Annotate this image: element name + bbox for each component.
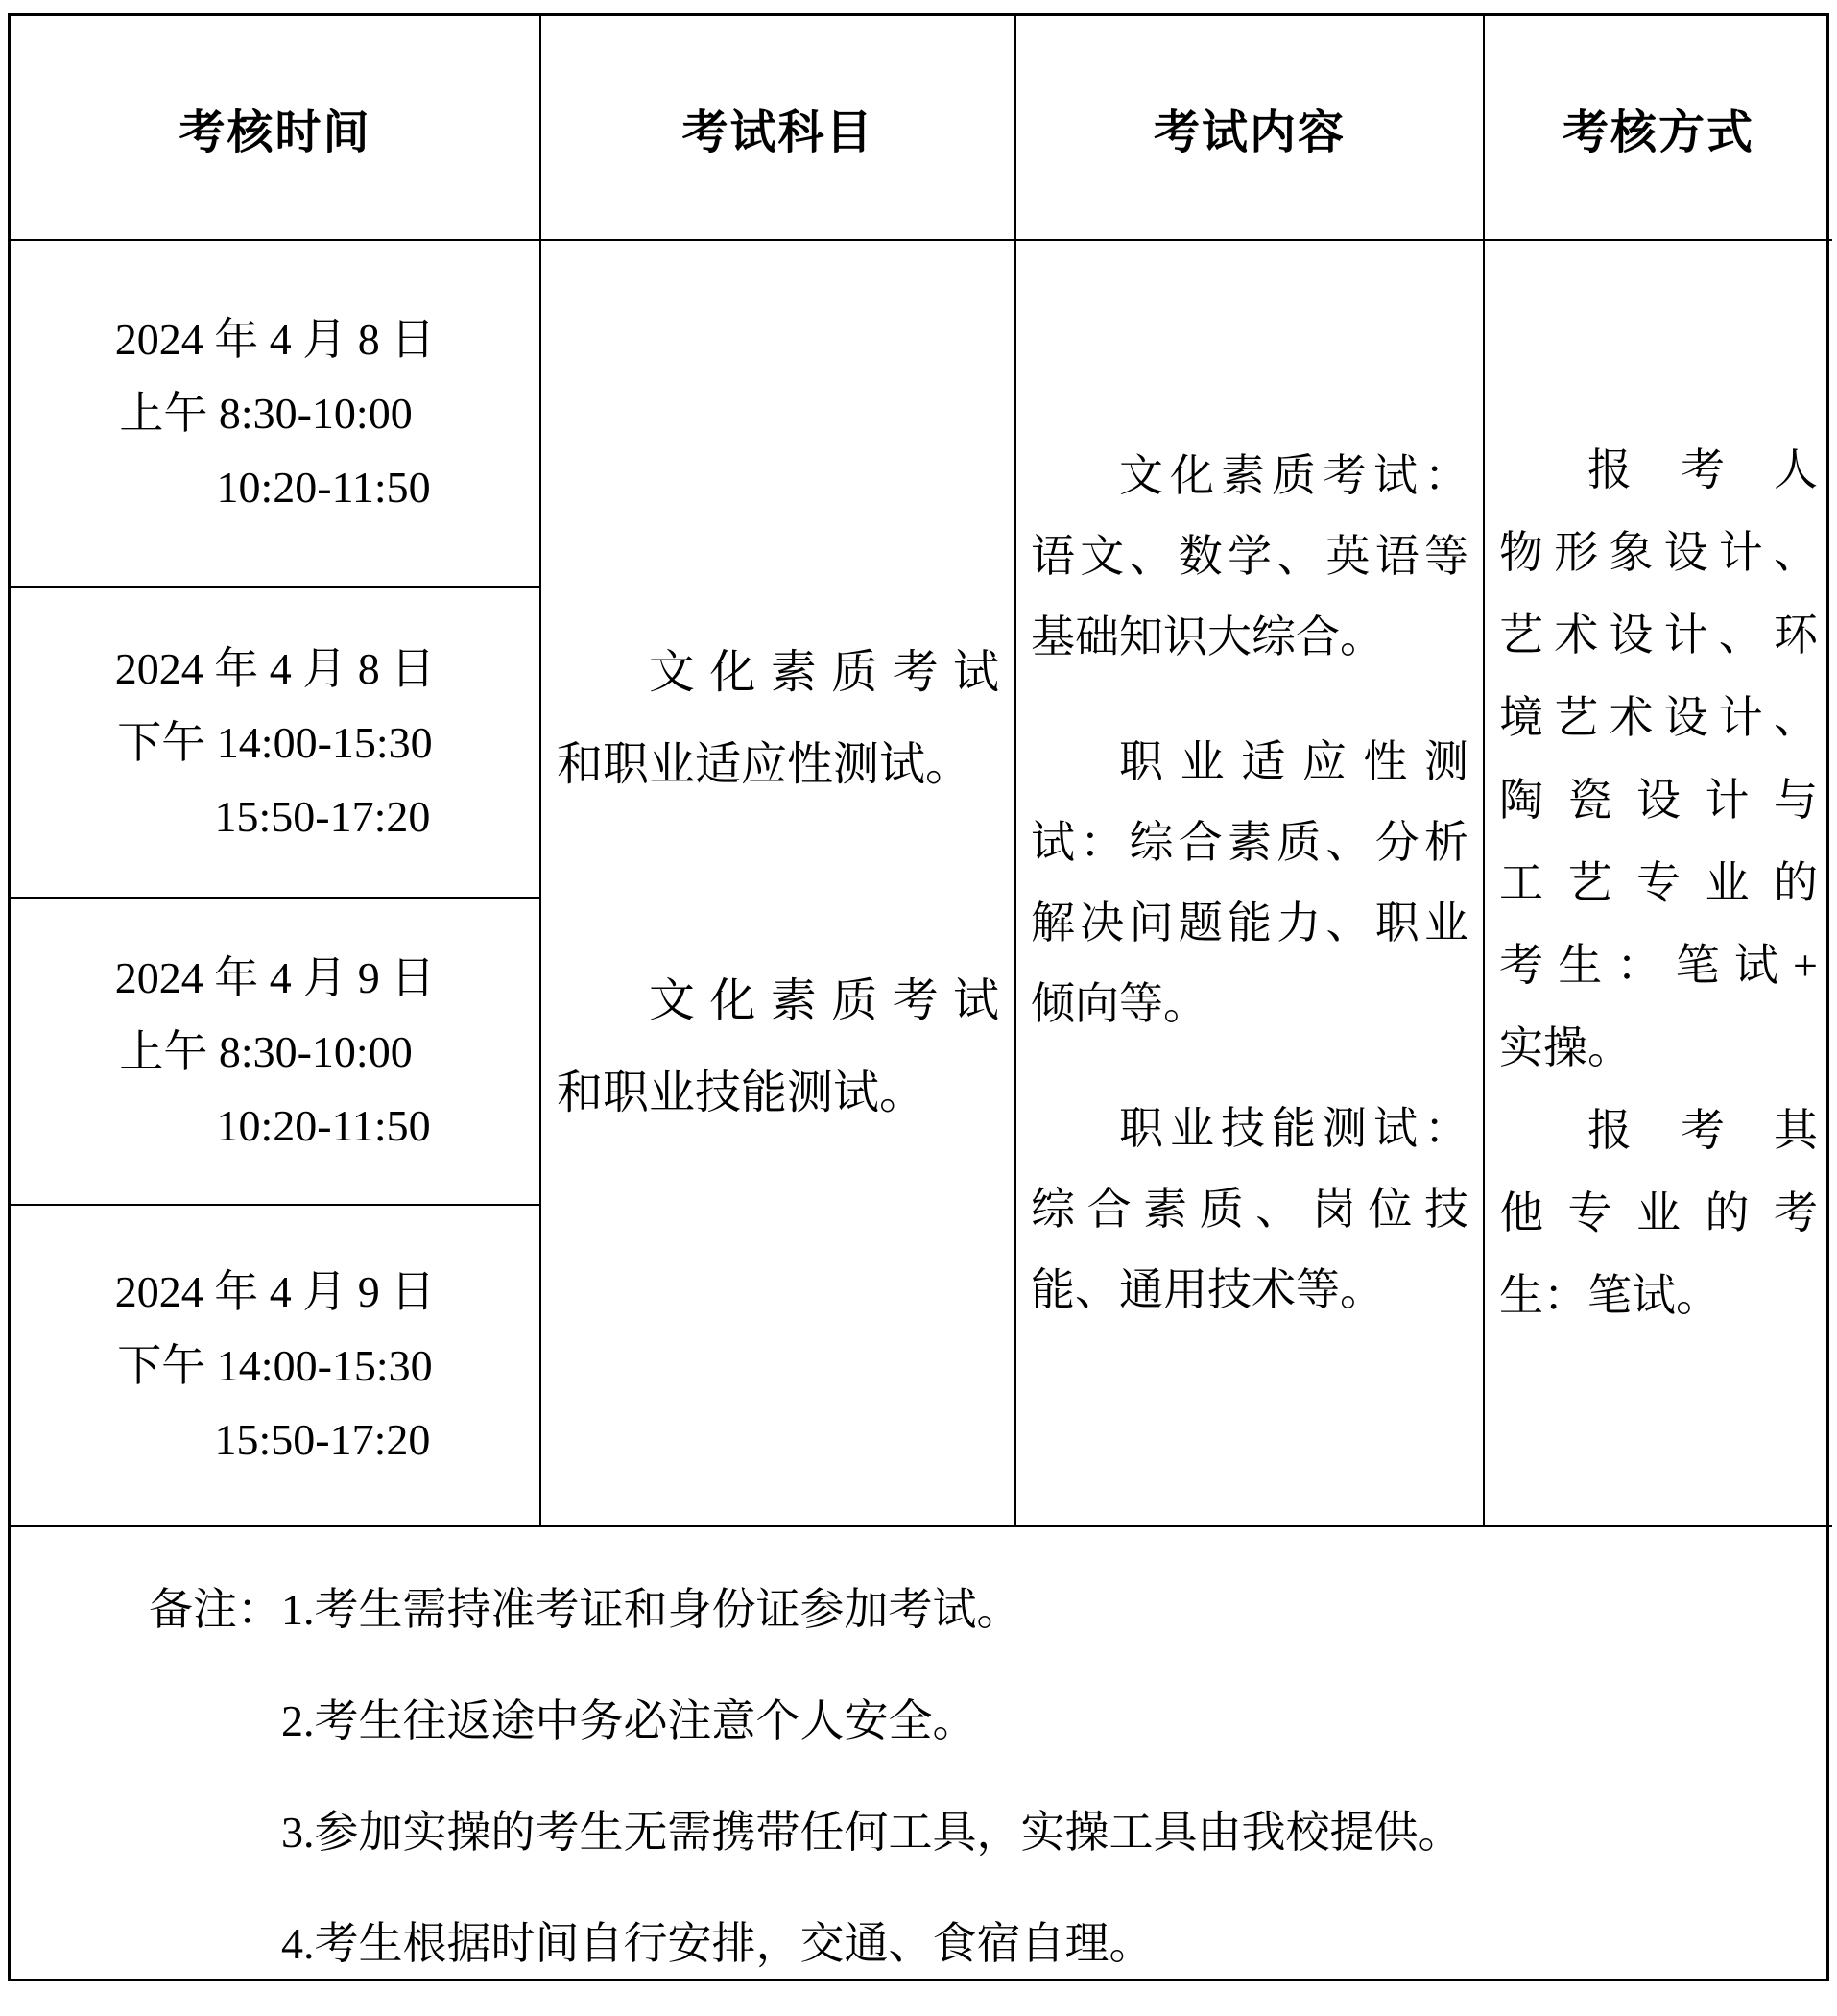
schedule-3-date: 2024 年 4 月 9 日 bbox=[114, 952, 436, 1002]
schedule-cell-3 bbox=[11, 899, 541, 1206]
subject-1-line-2: 和职业适应性测试。 bbox=[557, 739, 972, 790]
schedule-1-session-2: 10:20-11:50 bbox=[216, 463, 431, 512]
schedule-3-times bbox=[119, 1015, 430, 1163]
schedule-2-session-1: 下午 14:00-15:30 bbox=[117, 717, 433, 767]
header-exam-subject-label: 考试科目 bbox=[681, 107, 874, 158]
schedule-2-times bbox=[117, 706, 432, 853]
notes-label: 备注： bbox=[149, 1585, 281, 1634]
method-1-line-1: 报考人 bbox=[1587, 445, 1818, 494]
method-1-line-4: 境艺术设计、 bbox=[1499, 693, 1818, 742]
content-3-line-1: 职业技能测试： bbox=[1119, 1104, 1468, 1153]
method-paragraph-1 bbox=[1499, 429, 1818, 1090]
content-2-line-4: 倾向等。 bbox=[1031, 979, 1207, 1028]
note-item-4: 4.考生根据时间自行安排，交通、食宿自理。 bbox=[281, 1919, 1154, 1968]
content-2-line-1: 职业适应性测 bbox=[1119, 737, 1468, 786]
method-2-line-2: 他专业的考 bbox=[1499, 1188, 1818, 1237]
schedule-3-session-1: 上午 8:30-10:00 bbox=[119, 1026, 413, 1076]
method-paragraph-2 bbox=[1499, 1090, 1818, 1337]
method-1-line-3: 艺术设计、环 bbox=[1499, 611, 1818, 660]
schedule-2-session-2: 15:50-17:20 bbox=[214, 791, 431, 841]
method-1-line-5: 陶瓷设计与 bbox=[1499, 776, 1818, 825]
schedule-1-session-1: 上午 8:30-10:00 bbox=[119, 389, 413, 438]
schedule-3-session-2: 10:20-11:50 bbox=[216, 1100, 431, 1150]
header-exam-subject bbox=[541, 16, 1016, 241]
note-item-1: 1.考生需持准考证和身份证参加考试。 bbox=[281, 1585, 1021, 1634]
content-2-line-3: 解决问题能力、职业 bbox=[1031, 899, 1468, 948]
schedule-cell-1 bbox=[11, 241, 541, 588]
method-cell bbox=[1485, 241, 1832, 1527]
note-line-4 bbox=[149, 1906, 1775, 1979]
exam-schedule-table bbox=[8, 13, 1829, 1981]
note-line-3 bbox=[149, 1794, 1775, 1871]
content-paragraph-1 bbox=[1031, 436, 1468, 678]
notes-cell bbox=[11, 1527, 1832, 1979]
method-2-line-1: 报考其 bbox=[1587, 1106, 1818, 1155]
content-1-line-3: 基础知识大综合。 bbox=[1031, 612, 1384, 661]
header-exam-content bbox=[1016, 16, 1485, 241]
schedule-4-date: 2024 年 4 月 9 日 bbox=[114, 1267, 436, 1316]
schedule-2-date: 2024 年 4 月 8 日 bbox=[114, 643, 436, 693]
header-assessment-time bbox=[11, 16, 541, 241]
note-line-1 bbox=[149, 1572, 1775, 1648]
schedule-4-session-2: 15:50-17:20 bbox=[214, 1415, 431, 1464]
note-item-3: 3.参加实操的考生无需携带任何工具，实操工具由我校提供。 bbox=[281, 1808, 1463, 1857]
method-1-line-7: 考生：笔试+ bbox=[1499, 941, 1818, 990]
schedule-4-session-1: 下午 14:00-15:30 bbox=[117, 1341, 433, 1390]
content-3-line-2: 综合素质、岗位技 bbox=[1031, 1185, 1468, 1234]
subject-2-line-2: 和职业技能测试。 bbox=[557, 1068, 926, 1118]
content-cell bbox=[1016, 241, 1485, 1527]
header-exam-content-label: 考试内容 bbox=[1153, 107, 1346, 158]
method-2-line-3: 生：笔试。 bbox=[1499, 1271, 1720, 1320]
content-3-line-3: 能、通用技术等。 bbox=[1031, 1265, 1384, 1314]
method-1-line-2: 物形象设计、 bbox=[1499, 528, 1818, 577]
method-1-line-6: 工艺专业的 bbox=[1499, 858, 1818, 907]
content-paragraph-2 bbox=[1031, 722, 1468, 1044]
content-1-line-2: 语文、数学、英语等 bbox=[1031, 532, 1468, 581]
subject-2-line-1: 文化素质考试 bbox=[649, 975, 999, 1026]
method-1-line-8: 实操。 bbox=[1499, 1023, 1632, 1072]
header-assessment-method bbox=[1485, 16, 1832, 241]
note-line-2 bbox=[149, 1683, 1775, 1760]
schedule-1-date: 2024 年 4 月 8 日 bbox=[114, 315, 436, 364]
header-assessment-method-label: 考核方式 bbox=[1562, 107, 1754, 158]
schedule-1-times bbox=[119, 376, 430, 524]
content-paragraph-3 bbox=[1031, 1089, 1468, 1331]
note-item-2: 2.考生往返途中务必注意个人安全。 bbox=[281, 1696, 977, 1745]
header-assessment-time-label: 考核时间 bbox=[179, 107, 371, 158]
subject-paragraph-1 bbox=[557, 627, 999, 811]
subject-paragraph-2 bbox=[557, 955, 999, 1140]
content-2-line-2: 试：综合素质、分析 bbox=[1031, 818, 1468, 867]
subject-1-line-1: 文化素质考试 bbox=[649, 647, 999, 698]
content-1-line-1: 文化素质考试： bbox=[1119, 451, 1468, 500]
schedule-cell-2 bbox=[11, 588, 541, 899]
schedule-cell-4 bbox=[11, 1206, 541, 1527]
schedule-4-times bbox=[117, 1329, 432, 1476]
subject-cell bbox=[541, 241, 1016, 1527]
